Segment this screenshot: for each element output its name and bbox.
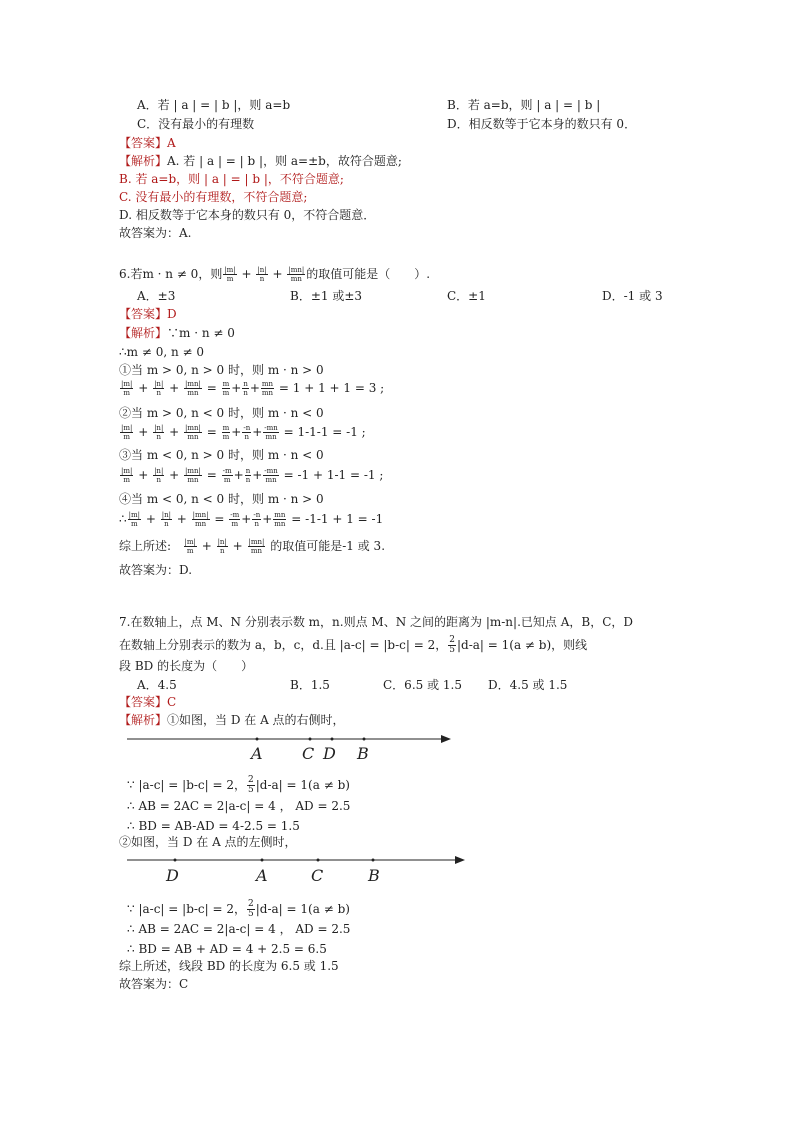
q7-option-c: C．6.5 或 1.5: [383, 678, 462, 692]
point-label-a: A: [251, 744, 263, 763]
point-label-b: B: [357, 744, 369, 763]
q7-option-d: D．4.5 或 1.5: [488, 678, 568, 692]
fraction: $\frac{|n|}{n}$: [257, 266, 267, 283]
q7-final: 故答案为：C: [119, 977, 189, 991]
point-label-d: D: [323, 744, 336, 763]
fraction: $\frac{|mn|}{mn}$: [288, 266, 305, 283]
q6-option-d: D．-1 或 3: [602, 289, 663, 303]
q5-option-d: D．相反数等于它本身的数只有 0．: [447, 117, 637, 131]
q5-option-c: C．没有最小的有理数: [137, 117, 255, 131]
q7-step-3: ∴ BD = AB-AD = 4-2.5 = 1.5: [127, 819, 300, 833]
q5-final: 故答案为：A.: [119, 226, 192, 240]
q6-case-3-equation: $\frac{|m|}{m}$ + $\frac{|n|}{n}$ + $\frac{|mn|}{mn}$ = $\frac{-m}{m}$ + $\frac{n}{n}$ + $\frac{-mn}{mn}$ = -1 + 1-1 = -1 ;: [121, 467, 384, 484]
answer-value: A: [167, 136, 176, 150]
q6-summary: 综上所述: $\frac{|m|}{m}$ + $\frac{|n|}{n}$ + $\frac{|mn|}{mn}$ 的取值可能是-1 或 3.: [119, 538, 386, 555]
fraction: $\frac{|m|}{m}$: [224, 266, 236, 283]
q6-case-2: ②当 m > 0, n < 0 时，则 m · n < 0: [119, 406, 324, 420]
q6-analysis-1: 【解析】∵m · n ≠ 0: [119, 326, 235, 340]
q7-option-a: A．4.5: [137, 678, 177, 692]
number-line-1: [125, 730, 465, 770]
q6-option-c: C．±1: [447, 289, 486, 303]
q5-analysis-2: B. 若 a=b，则 | a | = | b |，不符合题意;: [119, 172, 344, 186]
q6-analysis-2: ∴m ≠ 0, n ≠ 0: [119, 345, 205, 359]
q6-option-b: B．±1 或±3: [290, 289, 363, 303]
q6-case-3: ③当 m < 0, n > 0 时，则 m · n < 0: [119, 448, 324, 462]
q5-analysis-4: D. 相反数等于它本身的数只有 0，不符合题意．: [119, 208, 376, 222]
point-label-a: A: [256, 866, 268, 885]
q5-option-b: B．若 a=b，则 | a | = | b |: [447, 98, 601, 112]
q6-case-4-equation: ∴ $\frac{|m|}{m}$ + $\frac{|n|}{n}$ + $\frac{|mn|}{mn}$ = $\frac{-m}{m}$ + $\frac{-n}{n}$ + $\frac{mn}{mn}$ = -1-1 + 1 = -1: [119, 511, 384, 528]
q6-case-2-equation: $\frac{|m|}{m}$ + $\frac{|n|}{n}$ + $\frac{|mn|}{mn}$ = $\frac{m}{m}$ + $\frac{-n}{n}$ + $\frac{-mn}{mn}$ = 1-1-1 = -1 ;: [121, 424, 366, 441]
q7-step-4: ∵ |a-c| = |b-c| = 2， $\frac{2}{5}$ |d-a| = 1(a ≠ b): [127, 899, 350, 919]
q6-case-4: ④当 m < 0, n < 0 时，则 m · n > 0: [119, 492, 324, 506]
q6-case-1-equation: $\frac{|m|}{m}$ + $\frac{|n|}{n}$ + $\frac{|mn|}{mn}$ = $\frac{m}{m}$ + $\frac{n}{n}$ + $\frac{mn}{mn}$ = 1 + 1 + 1 = 3 ;: [121, 380, 385, 397]
q6-case-1: ①当 m > 0, n > 0 时，则 m · n > 0: [119, 363, 324, 377]
point-label-d: D: [166, 866, 179, 885]
q6-stem-prefix: 6.若m · n ≠ 0，则: [119, 267, 223, 281]
q7-case-1-title: 【解析】①如图，当 D 在 A 点的右侧时，: [119, 713, 345, 727]
point-label-c: C: [302, 744, 315, 763]
q7-stem-3: 段 BD 的长度为（ ）: [119, 659, 254, 673]
q7-answer: 【答案】C: [119, 695, 177, 709]
q5-analysis-1: [119, 153, 402, 169]
analysis-tag: 【解析】: [119, 154, 168, 168]
q7-option-b: B．1.5: [290, 678, 330, 692]
q6-stem-suffix: 的取值可能是（ ）.: [306, 267, 431, 281]
q6-option-a: A．±3: [137, 289, 176, 303]
analysis-text: A. 若 | a | = | b |，则 a=±b，故符合题意;: [167, 154, 402, 168]
q7-step-5: ∴ AB = 2AC = 2|a-c| = 4 ， AD = 2.5: [127, 922, 351, 936]
point-label-c: C: [311, 866, 324, 885]
q7-step-6: ∴ BD = AB + AD = 4 + 2.5 = 6.5: [127, 942, 327, 956]
q5-analysis-3: C. 没有最小的有理数，不符合题意;: [119, 190, 308, 204]
point-label-b: B: [368, 866, 380, 885]
q5-answer: [119, 135, 176, 151]
q6-final: 故答案为：D.: [119, 563, 193, 577]
q6-stem: 6.若m · n ≠ 0，则 $\frac{|m|}{m}$ + $\frac{|n|}{n}$ + $\frac{|mn|}{mn}$ 的取值可能是（ ）.: [119, 266, 431, 283]
q7-step-2: ∴ AB = 2AC = 2|a-c| = 4 ， AD = 2.5: [127, 799, 351, 813]
q7-case-2-title: ②如图，当 D 在 A 点的左侧时，: [119, 835, 297, 849]
answer-tag: 【答案】: [119, 136, 168, 150]
q5-option-a: A．若 | a | = | b |，则 a=b: [137, 98, 291, 112]
q6-answer: 【答案】D: [119, 307, 177, 321]
q7-stem-2: 在数轴上分别表示的数为 a，b，c，d.且 |a-c| = |b-c| = 2， $\frac{2}{5}$ |d-a| = 1(a ≠ b)，则线: [119, 635, 588, 655]
q7-step-1: ∵ |a-c| = |b-c| = 2， $\frac{2}{5}$ |d-a| = 1(a ≠ b): [127, 775, 350, 795]
q7-summary: 综上所述，线段 BD 的长度为 6.5 或 1.5: [119, 959, 339, 973]
q7-stem-1: 7.在数轴上，点 M、N 分别表示数 m，n.则点 M、N 之间的距离为 |m-n|.已知点 A，B，C，D: [119, 615, 633, 629]
